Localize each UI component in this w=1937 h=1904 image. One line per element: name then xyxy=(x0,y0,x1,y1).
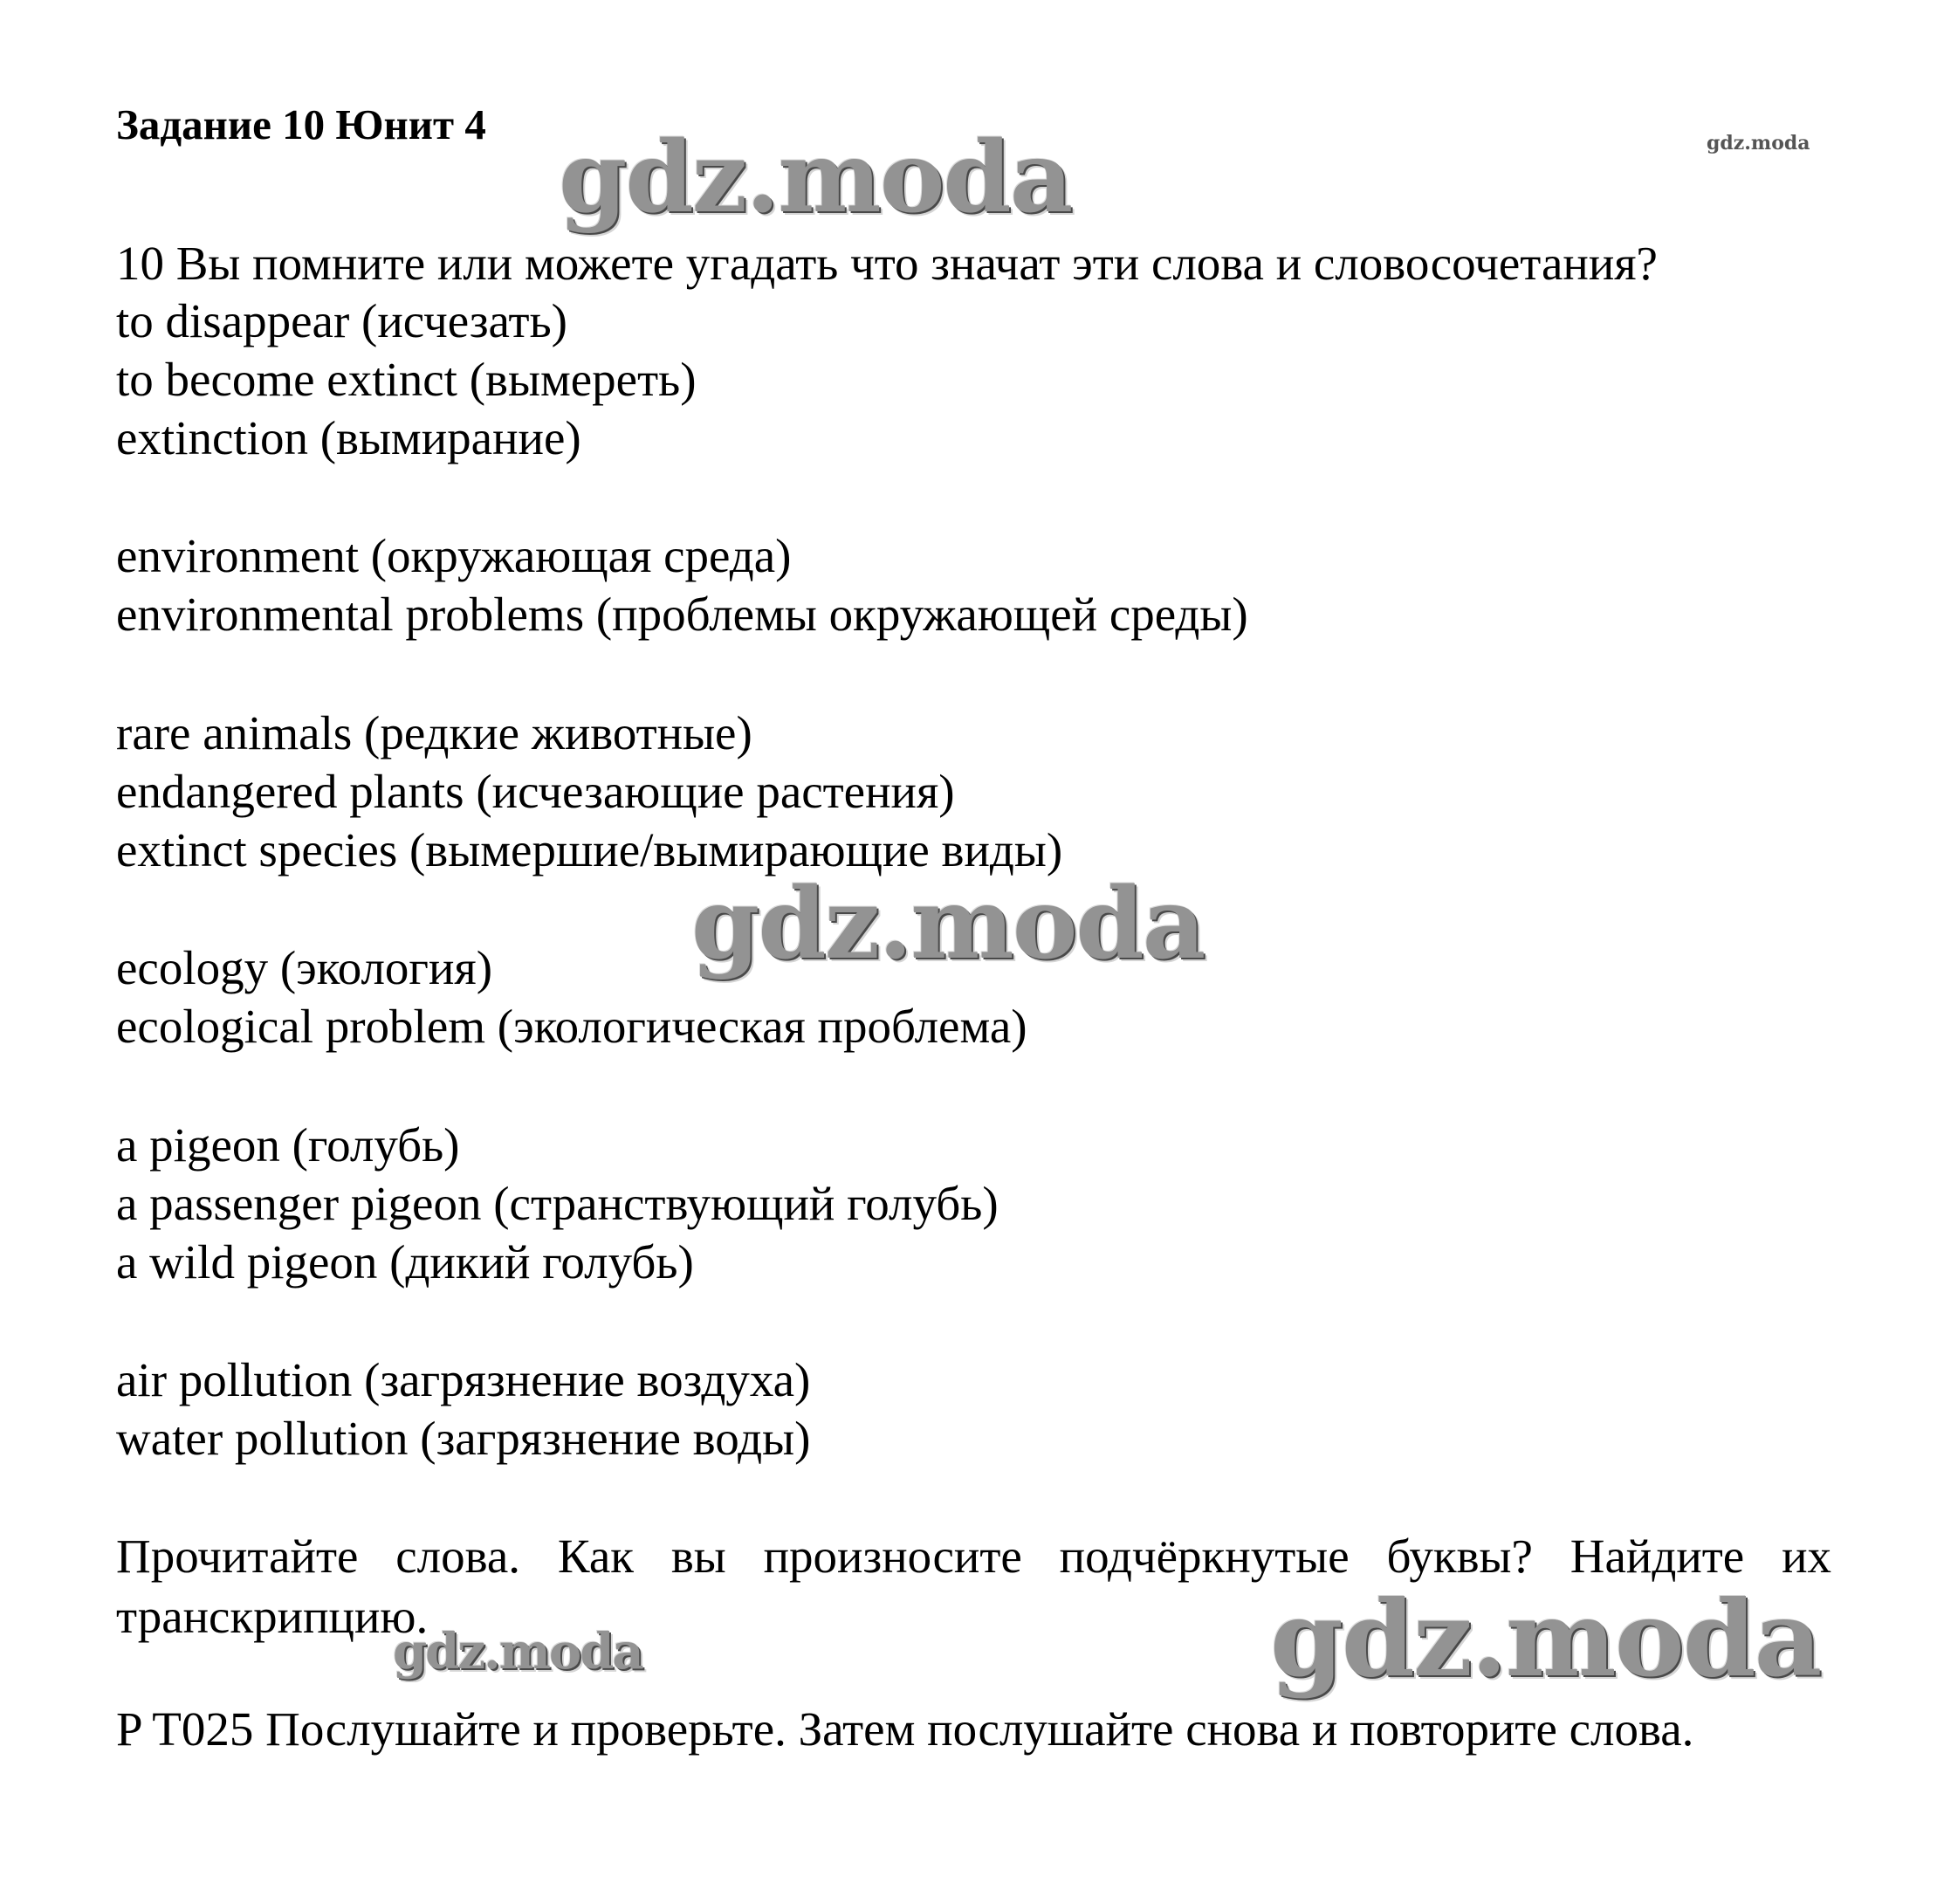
vocab-item: endangered plants (исчезающие растения) xyxy=(116,765,955,818)
vocab-item: extinct species (вымершие/вымирающие виды) xyxy=(116,823,1063,876)
vocab-item: a pigeon (голубь) xyxy=(116,1118,460,1172)
watermark-logo: gdz.moda xyxy=(1270,1578,1821,1701)
watermark-logo: gdz.moda xyxy=(393,1623,642,1681)
listen-line: P T025 Послушайте и проверьте. Затем послушайте снова и повторите слова. xyxy=(116,1702,1694,1756)
vocab-item: ecology (экология) xyxy=(116,941,493,994)
vocab-item: extinction (вымирание) xyxy=(116,411,581,464)
vocab-item: to disappear (исчезать) xyxy=(116,294,567,347)
vocab-item: air pollution (загрязнение воздуха) xyxy=(116,1353,811,1406)
vocab-item: environmental problems (проблемы окружающей среды) xyxy=(116,588,1248,641)
page-title: Задание 10 Юнит 4 xyxy=(116,100,486,148)
vocab-item: environment (окружающая среда) xyxy=(116,529,792,582)
watermark-logo: gdz.moda xyxy=(691,867,1205,981)
vocab-item: water pollution (загрязнение воды) xyxy=(116,1412,811,1465)
vocab-item: ecological problem (экологическая проблема) xyxy=(116,1000,1027,1053)
vocab-item: rare animals (редкие животные) xyxy=(116,706,752,760)
vocab-item: a wild pigeon (дикий голубь) xyxy=(116,1235,694,1289)
task-line: 10 Вы помните или можете угадать что значат эти слова и словосочетания? xyxy=(116,237,1658,290)
instruction-paragraph: Прочитайте слова. Как вы произносите подчёркнутые буквы? Найдите их транскрипцию. xyxy=(116,1529,1831,1643)
vocab-item: to become extinct (вымереть) xyxy=(116,353,697,406)
watermark-logo-small: gdz.moda xyxy=(1707,132,1810,155)
watermark-logo: gdz.moda xyxy=(559,120,1072,235)
vocab-item: a passenger pigeon (странствующий голубь) xyxy=(116,1177,999,1230)
